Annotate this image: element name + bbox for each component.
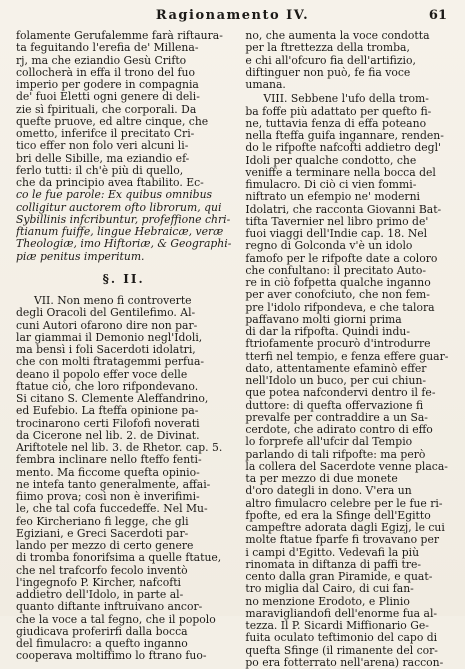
text-line: niftrato un efempio ne' moderni [245, 191, 420, 204]
text-line: quefta Sfinge (il rimanente del cor- [245, 644, 438, 657]
text-line: deano il popolo effer voce delle [16, 368, 188, 381]
text-line: no, che aumenta la voce condotta [245, 30, 430, 42]
right-paragraph-2 [245, 93, 449, 669]
text-line: del fimulacro: a quefto inganno [16, 638, 188, 650]
text-line: l'ingegnofo P. Kircher, nafcofti [16, 576, 181, 589]
text-line: per la ftrettezza della tromba, [245, 42, 410, 55]
text-line: nell'Idolo un buco, per cui chiun- [245, 375, 427, 387]
text-line: parlando di tali rifpofte: ma però [245, 448, 426, 461]
text-line: cento dalla gran Piramide, e quat- [245, 571, 433, 583]
text-line: i campi d'Egitto. Vedevafi la più [245, 546, 420, 559]
text-line: campeftre adorata dagli Egizj, le cui [245, 522, 445, 534]
text-line: Idoli per qualche condotto, che [245, 154, 417, 167]
left-paragraph-1 [16, 30, 231, 263]
text-line: giudicava proferirfi dalla bocca [16, 625, 188, 638]
right-column [245, 30, 449, 669]
text-line: che da principio avea ftabilito. Ec- [16, 177, 204, 189]
text-line: fuoi viaggi dell'Indie cap. 18. Nel [245, 228, 428, 240]
text-line: che con molti ftratagemmi perfua- [16, 356, 205, 369]
text-line: VIII. Sebbene l'ufo della trom- [263, 93, 429, 106]
text-line: ometto, inferifce il precitato Cri- [16, 128, 195, 140]
text-line: la collera del Sacerdote venne placa- [245, 460, 448, 473]
text-line: collocherà in effa il trono del fuo [16, 66, 196, 79]
text-line: do le rifpofte nafcofti addietro degl' [245, 142, 441, 155]
text-line: ne, tuttavia fenza di effa poteano [245, 117, 427, 130]
text-line: folamente Gerufalemme farà riftaura- [16, 30, 223, 42]
text-line: co le fue parole: Ex quibus omnibus [16, 189, 213, 202]
text-line: re in ciò fofpetta qualche inganno [245, 277, 431, 289]
text-line: mento. Ma ficcome quefta opinio- [16, 466, 200, 479]
text-line: quefte pruove, ed altre cinque, che [16, 115, 209, 128]
text-line: colligitur auctorem ofto librorum, qui [16, 201, 222, 214]
text-line: altro fimulacro celebre per le fue ri- [245, 497, 443, 510]
text-line: trocinarono certi Filofofi noverati [16, 417, 200, 430]
text-line: che nel trafcorfo fecolo inventò [16, 564, 188, 577]
text-line: dato, attentamente efaminò effer [245, 362, 427, 375]
text-line: Theologiæ, imo Hiftoriæ, & Geographi- [16, 238, 232, 251]
text-line: lar giammai il Demonio negl'Idoli, [16, 331, 203, 344]
text-line: regno di Golconda v'è un idolo [245, 240, 413, 253]
text-line: lando per mezzo di certo genere [16, 540, 194, 552]
text-line: feo Kircheriano fi legge, che gli [16, 515, 189, 528]
running-title: Ragionamento IV. [155, 8, 310, 23]
text-line: piæ penitus imperitum. [16, 250, 145, 263]
text-line: fpofte, ed era la Sfinge dell'Egitto [245, 509, 431, 522]
text-line: ne intefa tanto generalmente, affai- [16, 478, 211, 491]
text-line: fembra inclinare nello fteffo fenti- [16, 454, 202, 467]
text-line: nella fteffa guifa ingannare, renden- [245, 130, 444, 142]
left-column [16, 30, 232, 663]
text-line: ferlo tutti: il ch'è più di quello, [16, 164, 184, 177]
text-line: duttore: di quefta offervazione fi [245, 399, 424, 412]
text-line: VII. Non meno fi controverte [34, 295, 192, 307]
text-line: quanto diftante inftruivano ancor- [16, 601, 203, 614]
text-line: di tromba fonorifsima a quelle ftatue, [16, 552, 222, 565]
text-line: po era fotterrato nell'arena) raccon- [245, 656, 444, 669]
text-line: che la voce a tal fegno, che il popolo [16, 613, 216, 626]
page-number: 61 [428, 8, 447, 23]
text-line: ta feguitando l'erefia de' Millena- [16, 42, 199, 55]
text-line: che confultano: il precitato Auto- [245, 264, 426, 277]
text-columns [16, 30, 449, 669]
text-line: famofo per le rifpofte date a coloro [245, 252, 438, 265]
text-line: lo forprefe all'ufcir dal Tempio [245, 436, 413, 449]
text-line: fuita oculato teftimonio del capo di [245, 632, 438, 645]
text-line: da Cicerone nel lib. 2. de Divinat. [16, 429, 200, 442]
text-line: di dar la rifpofta. Quindi indu- [245, 326, 411, 338]
text-line: zie sì fpirituali, che corporali. Da [16, 103, 197, 116]
text-line: Si citano S. Clemente Aleffandrino, [16, 393, 209, 405]
text-line: Ariftotele nel lib. 3. de Rhetor. cap. 5. [16, 442, 223, 454]
text-line: diftinguer non può, fe fia voce [245, 66, 411, 79]
text-line: ftianum fuiffe, lingue Hebraicæ, veræ [16, 226, 224, 238]
text-line: ba foffe più adattato per quefto fi- [245, 105, 432, 118]
text-line: tro miglia dal Cairo, di cui fan- [245, 583, 414, 596]
text-line: degli Oracoli del Gentilefimo. Al- [16, 307, 196, 320]
text-line: Idolatri, che racconta Giovanni Bat- [245, 203, 442, 216]
text-line: de' fuoi Eletti ogni genere di deli- [16, 91, 200, 104]
text-line: tifta Tavernier nel libro primo de' [245, 215, 429, 228]
text-line: cooperava moltiffimo lo ftrano fuo- [16, 650, 207, 663]
text-line: rinomata in diftanza di paffi tre- [245, 558, 422, 571]
text-line: ftriofamente procurò d'introdurre [245, 338, 431, 351]
text-line: fimulacro. Di ciò ci vien fommi- [245, 179, 417, 191]
right-paragraph-1 [245, 30, 449, 91]
text-line: ma bensì i foli Sacerdoti idolatri, [16, 344, 196, 356]
text-line: cerdote, che adirato contro di effo [245, 424, 433, 436]
text-line: cuni Autori ofarono dire non par- [16, 319, 198, 332]
text-line: le, che tal cofa fuccedeffe. Nel Mu- [16, 503, 208, 516]
text-line: molte ftatue fparfe fi trovavano per [245, 534, 439, 547]
page-header [16, 8, 449, 28]
text-line: per aver conofciuto, che non fem- [245, 289, 430, 302]
text-line: e chi all'ofcuro fia dell'artifizio, [245, 54, 416, 67]
text-line: pre l'idolo rifpondeva, e che talora [245, 301, 435, 314]
text-line: fiimo prova; così non è inverifimi- [16, 491, 200, 503]
text-line: veniffe a terminare nella bocca del [245, 166, 436, 179]
text-line: prevalfe per contraddire a un Sa- [245, 411, 428, 424]
text-line: ftatue ciò, che loro rifpondevano. [16, 380, 199, 393]
text-line: d'oro dategli in dono. V'era un [245, 485, 412, 498]
text-line: Egiziani, e Greci Sacerdoti par- [16, 527, 189, 540]
text-line: tico effer non folo veri alcuni li- [16, 140, 189, 153]
text-line: ta per mezzo di due monete [245, 473, 398, 485]
text-line: bri delle Sibille, ma eziandio ef- [16, 152, 190, 165]
text-line: ed Eufebio. La fteffa opinione pa- [16, 405, 199, 418]
text-line: que potea nafcondervi dentro il fe- [245, 387, 436, 400]
text-line: tezza. Il P. Sicardi Miffionario Ge- [245, 620, 429, 632]
text-line: addietro dell'Idolo, in parte al- [16, 589, 184, 601]
left-paragraph-2 [16, 295, 231, 663]
text-line: rj, ma che eziandio Gesù Crifto [16, 54, 187, 67]
text-line: imperio per godere in compagnia [16, 79, 199, 91]
text-line: Sybillinis infcribuntur, profeffione chri- [16, 213, 231, 226]
text-line: tterfi nel tempio, e fenza effere guar- [245, 350, 449, 363]
text-line: umana. [245, 79, 286, 91]
text-line: no menzione Erodoto, e Plinio [245, 595, 410, 608]
section-heading: §. II. [102, 271, 145, 286]
text-line: paffavano molti giorni prima [245, 313, 402, 326]
text-line: maravigliandofi dell'enorme fua al- [245, 607, 438, 620]
